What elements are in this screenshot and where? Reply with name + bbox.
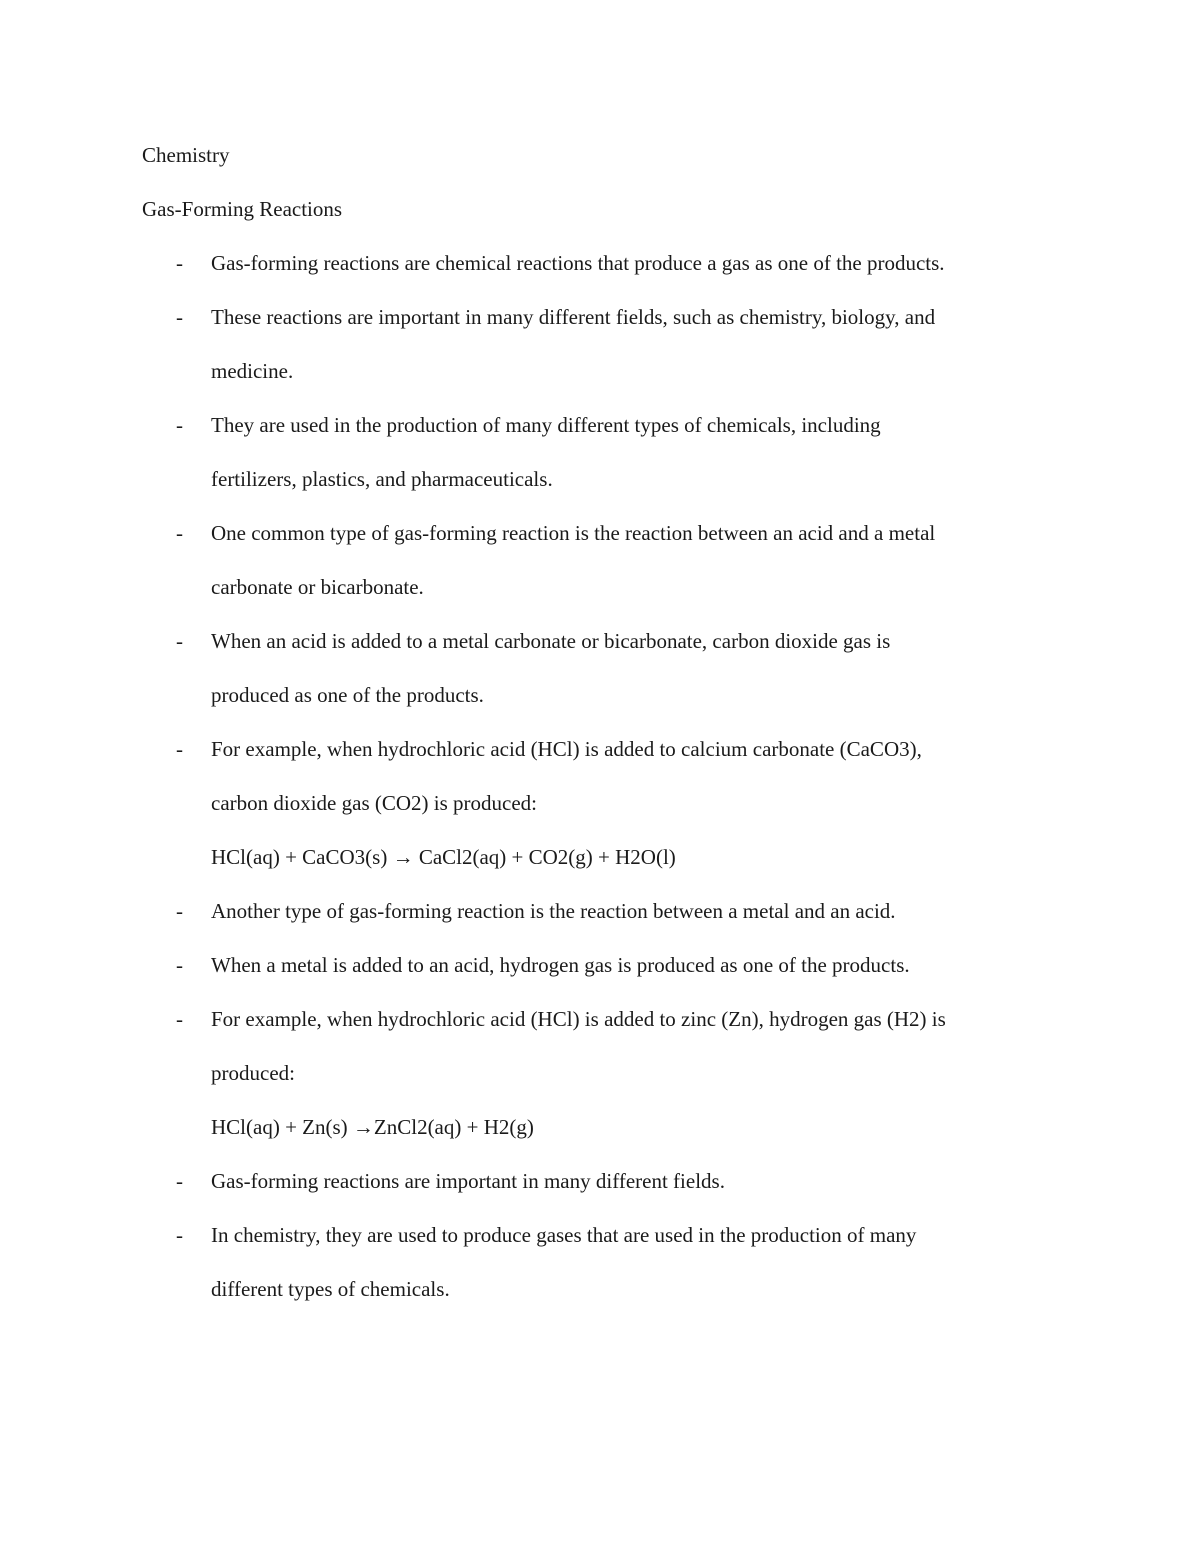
bullet-text-line: carbon dioxide gas (CO2) is produced: [211,791,538,815]
bullet-item [142,506,1062,614]
bullet-text-line: medicine. [211,359,294,383]
subject-title: Chemistry [142,143,230,167]
bullet-text-line: One common type of gas-forming reaction is the reaction between an acid and a metal [211,521,936,545]
bullet-text-line: Gas-forming reactions are important in many different fields. [211,1169,725,1193]
bullet-text-line: In chemistry, they are used to produce gases that are used in the production of many [211,1223,917,1247]
bullet-item [142,938,1062,992]
bullet-text-line: fertilizers, plastics, and pharmaceuticals. [211,467,553,491]
bullet-dash: - [176,737,183,761]
bullet-item [142,722,1062,830]
bullet-item [142,1208,1062,1316]
bullet-text-line: carbonate or bicarbonate. [211,575,424,599]
bullet-dash: - [176,1223,183,1247]
document-body [142,128,1062,1316]
bullet-item [142,614,1062,722]
section-heading: Gas-Forming Reactions [142,197,343,221]
bullet-dash: - [176,251,183,275]
bullet-text-line: When a metal is added to an acid, hydrogen gas is produced as one of the products. [211,953,910,977]
bullet-text-line: For example, when hydrochloric acid (HCl) is added to zinc (Zn), hydrogen gas (H2) is [211,1007,946,1031]
bullet-item [142,236,1062,290]
bullet-dash: - [176,899,183,923]
bullet-dash: - [176,521,183,545]
bullet-item [142,992,1062,1100]
bullet-text-line: When an acid is added to a metal carbonate or bicarbonate, carbon dioxide gas is [211,629,891,653]
chemical-equation: HCl(aq) + CaCO3(s) → CaCl2(aq) + CO2(g) + H2O(l) [211,845,676,869]
chemical-equation: HCl(aq) + Zn(s) →ZnCl2(aq) + H2(g) [211,1115,534,1139]
bullet-text-line: different types of chemicals. [211,1277,450,1301]
bullet-text-line: Another type of gas-forming reaction is the reaction between a metal and an acid. [211,899,896,923]
bullet-text-line: Gas-forming reactions are chemical reactions that produce a gas as one of the products. [211,251,945,275]
bullet-dash: - [176,629,183,653]
bullet-item [142,884,1062,938]
bullet-dash: - [176,1169,183,1193]
bullet-list [142,236,1062,1316]
bullet-item [142,1154,1062,1208]
bullet-item [142,290,1062,398]
bullet-dash: - [176,305,183,329]
bullet-text-line: produced: [211,1061,295,1085]
bullet-dash: - [176,1007,183,1031]
bullet-text-line: They are used in the production of many different types of chemicals, including [211,413,881,437]
bullet-dash: - [176,953,183,977]
bullet-text-line: produced as one of the products. [211,683,484,707]
bullet-dash: - [176,413,183,437]
bullet-text-line: For example, when hydrochloric acid (HCl) is added to calcium carbonate (CaCO3), [211,737,922,761]
bullet-text-line: These reactions are important in many different fields, such as chemistry, biology, and [211,305,936,329]
bullet-item [142,398,1062,506]
